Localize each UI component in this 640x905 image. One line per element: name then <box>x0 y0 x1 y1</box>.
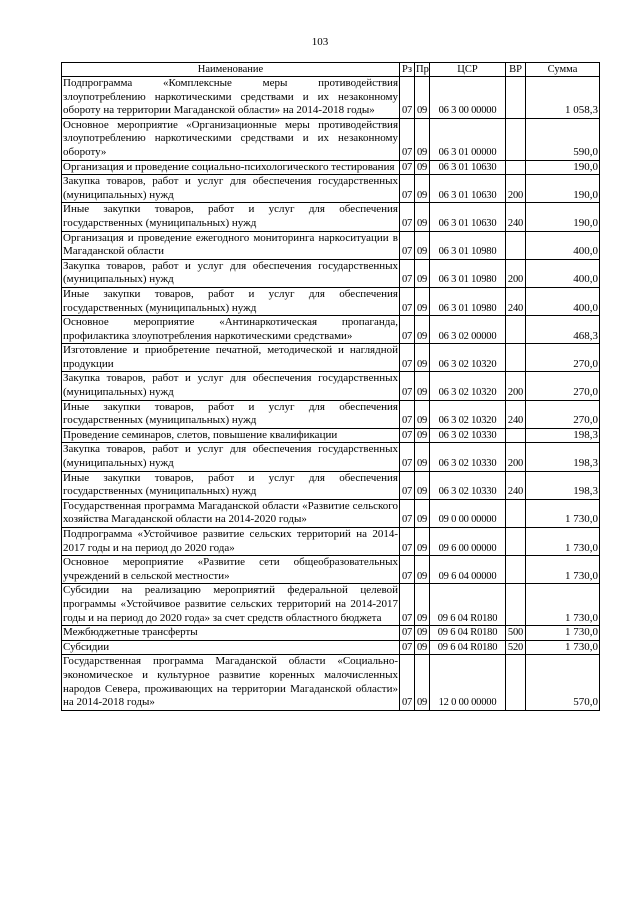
row-name-cell: Иные закупки товаров, работ и услуг для обеспечения государственных (муниципальных) нужд <box>62 287 400 315</box>
page-number: 103 <box>311 36 329 48</box>
row-vr-cell <box>506 316 526 344</box>
row-csr-cell: 06 3 00 00000 <box>430 77 506 119</box>
row-pr-cell: 09 <box>415 640 430 655</box>
row-vr-cell <box>506 160 526 175</box>
row-csr-cell: 12 0 00 00000 <box>430 655 506 710</box>
row-sum-cell: 270,0 <box>526 400 600 428</box>
row-sum-cell: 1 730,0 <box>526 556 600 584</box>
row-rz-cell: 07 <box>400 556 415 584</box>
row-name-cell: Субсидии на реализацию мероприятий федеральной целевой программы «Устойчивое развитие сельских территорий на 2014-2017 годы и на период до 2020 года» за счет средств областного бюджета <box>62 584 400 626</box>
table-row <box>62 175 600 203</box>
row-sum-cell: 198,3 <box>526 443 600 471</box>
row-sum-cell: 190,0 <box>526 160 600 175</box>
row-vr-cell <box>506 584 526 626</box>
row-vr-cell: 200 <box>506 372 526 400</box>
row-pr-cell: 09 <box>415 471 430 499</box>
row-rz-cell: 07 <box>400 203 415 231</box>
row-name-cell: Подпрограмма «Устойчивое развитие сельских территорий на 2014-2017 годы и на период до 2020 года» <box>62 528 400 556</box>
row-sum-cell: 1 730,0 <box>526 584 600 626</box>
row-vr-cell: 240 <box>506 471 526 499</box>
row-csr-cell: 09 6 04 00000 <box>430 556 506 584</box>
row-rz-cell: 07 <box>400 259 415 287</box>
row-csr-cell: 09 0 00 00000 <box>430 499 506 527</box>
row-rz-cell: 07 <box>400 655 415 710</box>
table-row <box>62 77 600 119</box>
table-row <box>62 556 600 584</box>
row-sum-cell: 400,0 <box>526 287 600 315</box>
row-sum-cell: 198,3 <box>526 471 600 499</box>
row-pr-cell: 09 <box>415 400 430 428</box>
row-pr-cell: 09 <box>415 118 430 160</box>
row-name-cell: Организация и проведение ежегодного мониторинга наркоситуации в Магаданской области <box>62 231 400 259</box>
row-vr-cell <box>506 118 526 160</box>
row-vr-cell <box>506 528 526 556</box>
row-csr-cell: 06 3 01 10980 <box>430 287 506 315</box>
row-pr-cell: 09 <box>415 428 430 443</box>
row-name-cell: Проведение семинаров, слетов, повышение квалификации <box>62 428 400 443</box>
row-sum-cell: 400,0 <box>526 231 600 259</box>
row-vr-cell <box>506 231 526 259</box>
table-row <box>62 372 600 400</box>
row-pr-cell: 09 <box>415 259 430 287</box>
row-pr-cell: 09 <box>415 231 430 259</box>
row-name-cell: Закупка товаров, работ и услуг для обеспечения государственных (муниципальных) нужд <box>62 372 400 400</box>
row-csr-cell: 06 3 01 10630 <box>430 160 506 175</box>
table-row <box>62 528 600 556</box>
row-csr-cell: 09 6 00 00000 <box>430 528 506 556</box>
table-row <box>62 160 600 175</box>
row-rz-cell: 07 <box>400 428 415 443</box>
row-csr-cell: 06 3 01 00000 <box>430 118 506 160</box>
row-pr-cell: 09 <box>415 443 430 471</box>
row-name-cell: Основное мероприятие «Организационные меры противодействия злоупотреблению наркотическими средствами и их незаконному обороту» <box>62 118 400 160</box>
row-sum-cell: 1 730,0 <box>526 528 600 556</box>
row-pr-cell: 09 <box>415 77 430 119</box>
row-vr-cell: 200 <box>506 175 526 203</box>
row-sum-cell: 590,0 <box>526 118 600 160</box>
row-name-cell: Основное мероприятие «Развитие сети общеобразовательных учреждений в сельской местности» <box>62 556 400 584</box>
row-vr-cell <box>506 499 526 527</box>
row-pr-cell: 09 <box>415 175 430 203</box>
row-sum-cell: 1 730,0 <box>526 626 600 641</box>
row-name-cell: Основное мероприятие «Антинаркотическая пропаганда, профилактика злоупотребления наркотическими средствами» <box>62 316 400 344</box>
row-rz-cell: 07 <box>400 160 415 175</box>
row-csr-cell: 09 6 04 R0180 <box>430 626 506 641</box>
row-sum-cell: 1 730,0 <box>526 640 600 655</box>
row-name-cell: Закупка товаров, работ и услуг для обеспечения государственных (муниципальных) нужд <box>62 175 400 203</box>
table-header-row <box>62 63 600 77</box>
row-vr-cell: 240 <box>506 400 526 428</box>
row-sum-cell: 1 730,0 <box>526 499 600 527</box>
row-rz-cell: 07 <box>400 175 415 203</box>
budget-table <box>61 62 600 711</box>
table-row <box>62 316 600 344</box>
row-sum-cell: 400,0 <box>526 259 600 287</box>
row-rz-cell: 07 <box>400 626 415 641</box>
table-row <box>62 203 600 231</box>
row-csr-cell: 06 3 02 10330 <box>430 428 506 443</box>
row-rz-cell: 07 <box>400 118 415 160</box>
row-pr-cell: 09 <box>415 528 430 556</box>
header-pr: Пр <box>416 64 429 75</box>
row-vr-cell: 200 <box>506 443 526 471</box>
row-vr-cell <box>506 655 526 710</box>
row-name-cell: Иные закупки товаров, работ и услуг для обеспечения государственных (муниципальных) нужд <box>62 203 400 231</box>
header-name: Наименование <box>62 63 400 77</box>
row-sum-cell: 270,0 <box>526 344 600 372</box>
table-row <box>62 471 600 499</box>
row-pr-cell: 09 <box>415 556 430 584</box>
header-sum: Сумма <box>526 63 600 77</box>
row-name-cell: Государственная программа Магаданской области «Социально-экономическое и культурное развитие коренных малочисленных народов Севера, проживающих на территории Магаданской области» на 2014-2018 годы» <box>62 655 400 710</box>
row-csr-cell: 06 3 02 10320 <box>430 400 506 428</box>
row-sum-cell: 1 058,3 <box>526 77 600 119</box>
table-row <box>62 287 600 315</box>
row-pr-cell: 09 <box>415 316 430 344</box>
table-body <box>62 77 600 711</box>
table-row <box>62 400 600 428</box>
row-rz-cell: 07 <box>400 584 415 626</box>
row-rz-cell: 07 <box>400 443 415 471</box>
row-name-cell: Государственная программа Магаданской области «Развитие сельского хозяйства Магаданской области на 2014-2020 годы» <box>62 499 400 527</box>
row-csr-cell: 06 3 02 00000 <box>430 316 506 344</box>
row-rz-cell: 07 <box>400 528 415 556</box>
row-rz-cell: 07 <box>400 471 415 499</box>
row-csr-cell: 06 3 01 10980 <box>430 231 506 259</box>
row-csr-cell: 06 3 02 10330 <box>430 443 506 471</box>
table-row <box>62 259 600 287</box>
row-name-cell: Организация и проведение социально-психологического тестирования <box>62 160 400 175</box>
table-row <box>62 344 600 372</box>
row-pr-cell: 09 <box>415 655 430 710</box>
table-row <box>62 443 600 471</box>
row-pr-cell: 09 <box>415 203 430 231</box>
table-row <box>62 428 600 443</box>
row-vr-cell: 520 <box>506 640 526 655</box>
row-sum-cell: 270,0 <box>526 372 600 400</box>
row-rz-cell: 07 <box>400 640 415 655</box>
table-row <box>62 499 600 527</box>
row-csr-cell: 06 3 01 10980 <box>430 259 506 287</box>
row-sum-cell: 198,3 <box>526 428 600 443</box>
row-vr-cell <box>506 556 526 584</box>
row-pr-cell: 09 <box>415 499 430 527</box>
row-rz-cell: 07 <box>400 77 415 119</box>
row-pr-cell: 09 <box>415 626 430 641</box>
row-pr-cell: 09 <box>415 287 430 315</box>
table-row <box>62 118 600 160</box>
table-row <box>62 626 600 641</box>
row-csr-cell: 06 3 02 10320 <box>430 344 506 372</box>
row-pr-cell: 09 <box>415 584 430 626</box>
header-vr: ВР <box>506 63 526 77</box>
table-row <box>62 584 600 626</box>
row-vr-cell: 240 <box>506 287 526 315</box>
table-row <box>62 231 600 259</box>
table-row <box>62 655 600 710</box>
row-sum-cell: 570,0 <box>526 655 600 710</box>
row-name-cell: Закупка товаров, работ и услуг для обеспечения государственных (муниципальных) нужд <box>62 259 400 287</box>
table-row <box>62 640 600 655</box>
row-sum-cell: 190,0 <box>526 175 600 203</box>
row-rz-cell: 07 <box>400 372 415 400</box>
row-csr-cell: 06 3 01 10630 <box>430 203 506 231</box>
row-vr-cell: 500 <box>506 626 526 641</box>
row-vr-cell <box>506 428 526 443</box>
row-rz-cell: 07 <box>400 499 415 527</box>
row-csr-cell: 09 6 04 R0180 <box>430 584 506 626</box>
row-name-cell: Подпрограмма «Комплексные меры противодействия злоупотреблению наркотическими средствами и их незаконному обороту на территории Магаданской области» на 2014-2018 годы» <box>62 77 400 119</box>
row-vr-cell <box>506 77 526 119</box>
row-sum-cell: 468,3 <box>526 316 600 344</box>
row-name-cell: Изготовление и приобретение печатной, методической и наглядной продукции <box>62 344 400 372</box>
row-name-cell: Иные закупки товаров, работ и услуг для обеспечения государственных (муниципальных) нужд <box>62 400 400 428</box>
row-name-cell: Закупка товаров, работ и услуг для обеспечения государственных (муниципальных) нужд <box>62 443 400 471</box>
row-csr-cell: 06 3 02 10320 <box>430 372 506 400</box>
row-rz-cell: 07 <box>400 287 415 315</box>
row-pr-cell: 09 <box>415 160 430 175</box>
row-rz-cell: 07 <box>400 316 415 344</box>
row-rz-cell: 07 <box>400 231 415 259</box>
row-name-cell: Иные закупки товаров, работ и услуг для обеспечения государственных (муниципальных) нужд <box>62 471 400 499</box>
row-rz-cell: 07 <box>400 400 415 428</box>
row-name-cell: Межбюджетные трансферты <box>62 626 400 641</box>
row-name-cell: Субсидии <box>62 640 400 655</box>
row-csr-cell: 06 3 01 10630 <box>430 175 506 203</box>
row-vr-cell: 240 <box>506 203 526 231</box>
row-csr-cell: 06 3 02 10330 <box>430 471 506 499</box>
row-rz-cell: 07 <box>400 344 415 372</box>
row-sum-cell: 190,0 <box>526 203 600 231</box>
header-rz: Рз <box>400 63 415 77</box>
row-vr-cell: 200 <box>506 259 526 287</box>
header-csr: ЦСР <box>430 63 506 77</box>
row-csr-cell: 09 6 04 R0180 <box>430 640 506 655</box>
row-pr-cell: 09 <box>415 344 430 372</box>
row-pr-cell: 09 <box>415 372 430 400</box>
row-vr-cell <box>506 344 526 372</box>
